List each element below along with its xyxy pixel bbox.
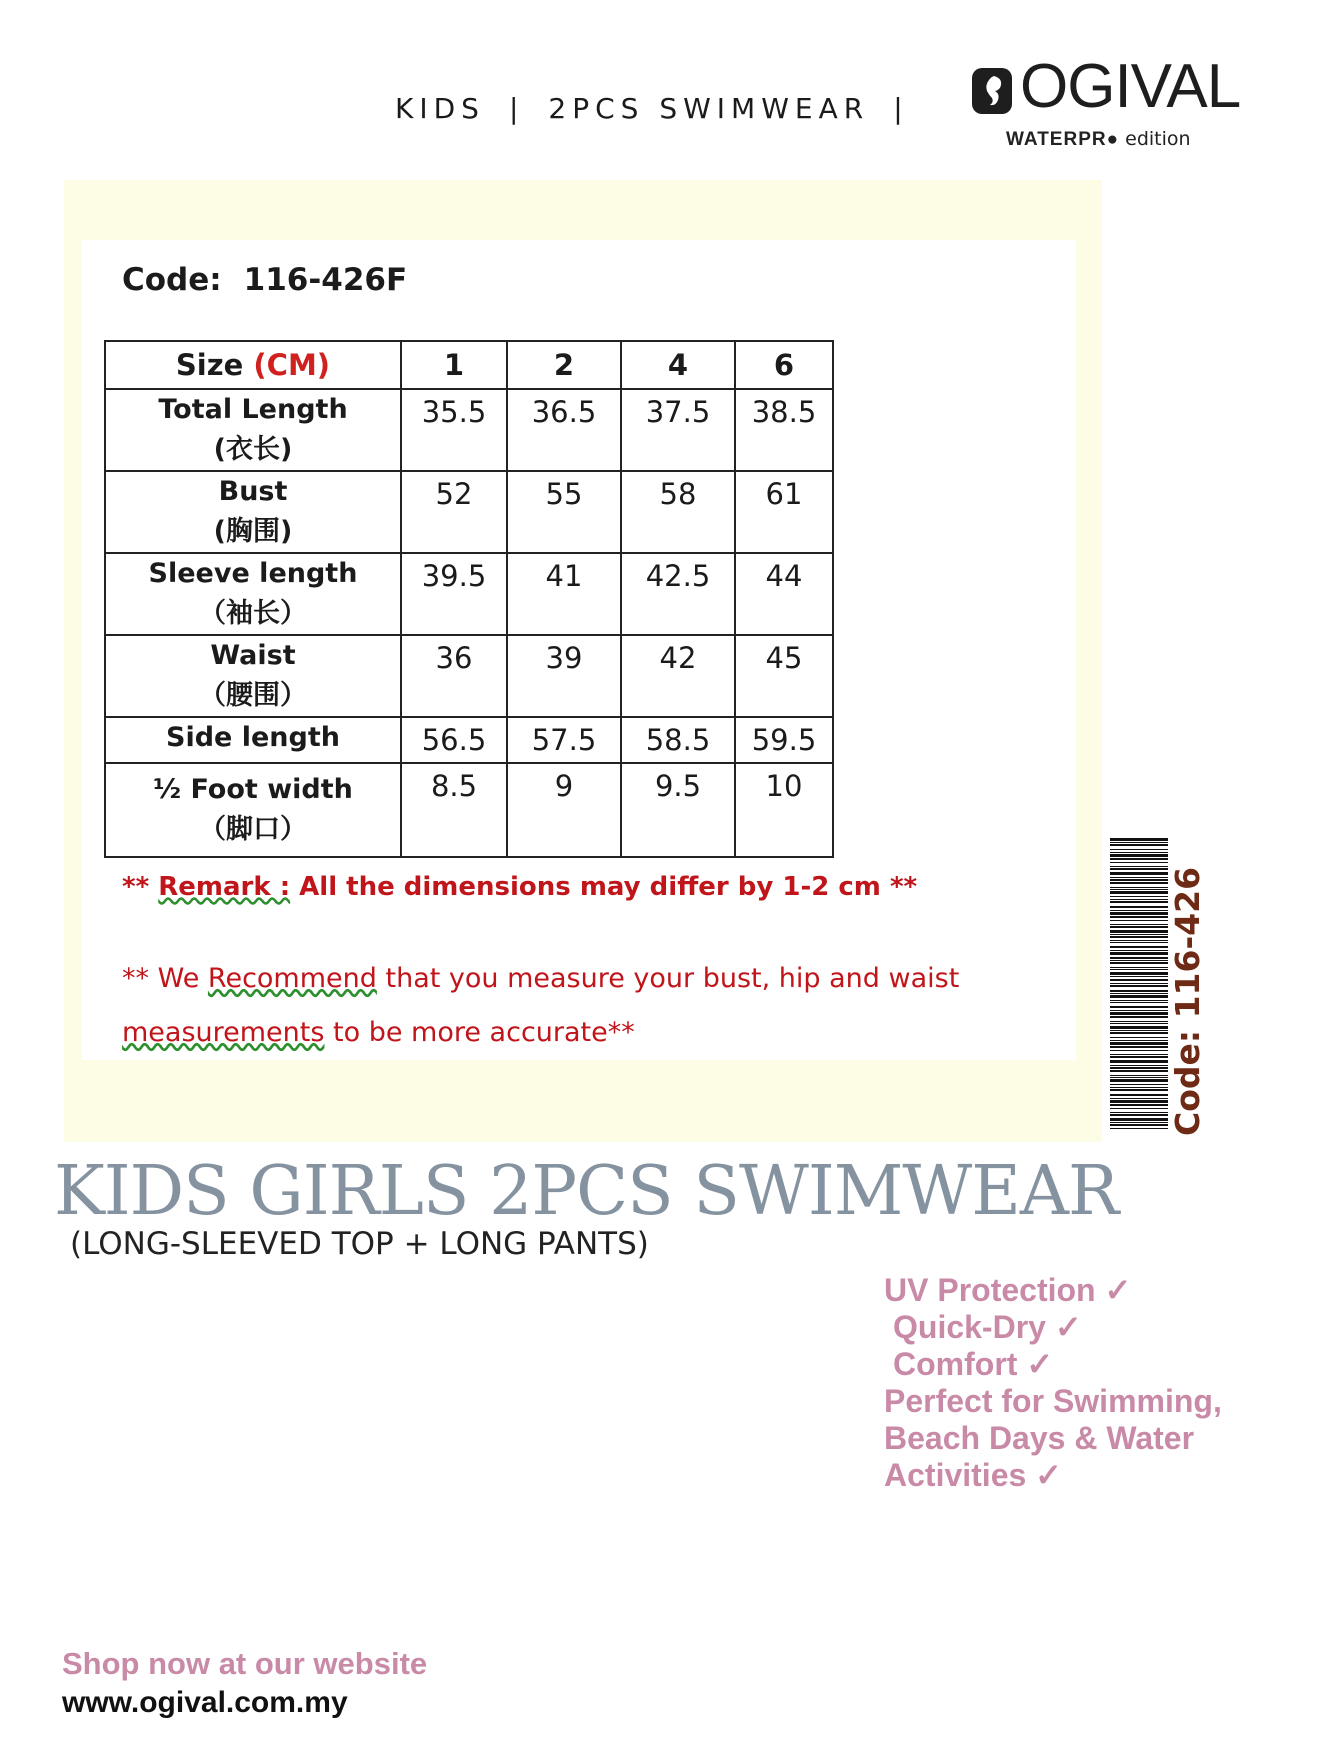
barcode-stripe <box>1110 882 1168 884</box>
remark-prefix: ** <box>122 872 159 902</box>
barcode-stripe <box>1110 1128 1168 1129</box>
barcode-stripe <box>1110 1010 1168 1011</box>
remark-text: All the dimensions may differ by 1-2 cm ** <box>290 872 918 902</box>
barcode-stripe <box>1110 912 1168 915</box>
barcode-stripe <box>1110 1016 1168 1018</box>
barcode-stripe <box>1110 962 1168 964</box>
barcode-stripe <box>1110 1002 1168 1003</box>
product-code <box>122 262 407 298</box>
barcode-stripe <box>1110 1054 1168 1055</box>
barcode-stripe <box>1110 967 1168 968</box>
edition-label: edition <box>1125 128 1191 150</box>
size-table-header <box>105 341 833 389</box>
barcode-stripe <box>1110 1108 1168 1109</box>
barcode-stripe <box>1110 872 1168 875</box>
barcode-stripe <box>1110 1037 1168 1038</box>
barcode-stripe <box>1110 887 1168 888</box>
measure-zh: （袖长） <box>199 598 307 629</box>
table-cell: 44 <box>735 553 833 635</box>
recommend-text: that you measure your bust, hip and waist <box>376 963 960 994</box>
table-cell: 38.5 <box>735 389 833 471</box>
barcode-stripe <box>1110 1056 1168 1058</box>
barcode-stripe <box>1110 1104 1168 1106</box>
measure-waist <box>105 635 401 717</box>
table-row <box>105 389 833 471</box>
table-cell: 52 <box>401 471 507 553</box>
size-4-header: 4 <box>621 341 735 389</box>
measure-en: Total Length <box>158 394 348 425</box>
barcode-stripe <box>1110 891 1168 894</box>
feature-item: Comfort ✓ <box>893 1346 1054 1382</box>
nav-separator: | <box>508 92 525 125</box>
barcode-stripe <box>1110 862 1168 863</box>
barcode-stripe <box>1110 854 1168 857</box>
table-cell: 55 <box>507 471 621 553</box>
barcode-stripe <box>1110 838 1168 841</box>
barcode-stripe <box>1110 1040 1168 1041</box>
recommend-prefix: ** We <box>122 963 208 994</box>
measure-en: Side length <box>166 722 340 753</box>
size-1-header: 1 <box>401 341 507 389</box>
barcode-stripe <box>1110 1006 1168 1008</box>
barcode-stripe <box>1110 879 1168 881</box>
barcode-stripe <box>1110 942 1168 943</box>
barcode-stripe <box>1110 1100 1168 1103</box>
barcode-stripe <box>1110 889 1168 890</box>
table-cell: 8.5 <box>401 763 507 857</box>
barcode-stripe <box>1110 1124 1168 1126</box>
table-cell: 37.5 <box>621 389 735 471</box>
barcode-stripe <box>1110 976 1168 977</box>
barcode-stripe <box>1110 866 1168 867</box>
table-cell: 9 <box>507 763 621 857</box>
feature-item: Perfect for Swimming, <box>884 1383 1222 1419</box>
size-label: Size <box>175 348 244 382</box>
measure-zh: (胸围) <box>213 516 293 547</box>
measure-zh: (衣长) <box>213 434 293 465</box>
table-cell: 35.5 <box>401 389 507 471</box>
measure-en: Waist <box>210 640 296 671</box>
product-subtitle: (LONG-SLEEVED TOP + LONG PANTS) <box>70 1226 649 1262</box>
barcode-stripe <box>1110 868 1168 870</box>
barcode-stripe <box>1110 899 1168 900</box>
barcode-stripe <box>1110 901 1168 903</box>
table-row <box>105 635 833 717</box>
barcode-stripe <box>1110 985 1168 987</box>
table-row <box>105 717 833 763</box>
measurements-word: measurements <box>122 1017 325 1048</box>
table-cell: 42 <box>621 635 735 717</box>
barcode-stripe <box>1110 995 1168 998</box>
barcode-stripe <box>1110 1079 1168 1082</box>
table-cell: 9.5 <box>621 763 735 857</box>
barcode-stripe <box>1110 1026 1168 1029</box>
nav-kids[interactable]: KIDS <box>395 92 485 125</box>
header-category-nav <box>395 92 933 125</box>
table-cell: 39 <box>507 635 621 717</box>
table-cell: 10 <box>735 763 833 857</box>
table-cell: 45 <box>735 635 833 717</box>
barcode-stripe <box>1110 906 1168 908</box>
website-link[interactable]: www.ogival.com.my <box>62 1686 348 1719</box>
barcode-stripe <box>1110 1030 1168 1031</box>
feature-list <box>884 1272 1222 1494</box>
barcode-stripe <box>1110 1087 1168 1088</box>
feature-item: Beach Days & Water <box>884 1420 1195 1456</box>
barcode-stripe <box>1110 920 1168 921</box>
table-cell: 42.5 <box>621 553 735 635</box>
barcode-stripe <box>1110 960 1168 961</box>
table-cell: 61 <box>735 471 833 553</box>
feature-item: Activities ✓ <box>884 1457 1062 1493</box>
brand-name: OGIVAL <box>1020 52 1241 121</box>
barcode-stripe <box>1110 896 1168 897</box>
table-cell: 39.5 <box>401 553 507 635</box>
barcode-stripe <box>1110 934 1168 935</box>
measure-en: ½ Foot width <box>153 774 353 805</box>
barcode-stripe <box>1110 1077 1168 1078</box>
table-cell: 36 <box>401 635 507 717</box>
measure-total-length <box>105 389 401 471</box>
measure-bust <box>105 471 401 553</box>
barcode-stripe <box>1110 1060 1168 1063</box>
table-cell: 41 <box>507 553 621 635</box>
barcode-stripe <box>1110 1050 1168 1051</box>
barcode-stripe <box>1110 924 1168 925</box>
nav-separator: | <box>893 92 909 125</box>
brand-edition <box>1006 128 1191 151</box>
feature-item: UV Protection ✓ <box>884 1272 1132 1308</box>
brand-logo[interactable] <box>970 52 1270 157</box>
barcode-stripe <box>1110 1094 1168 1096</box>
measure-zh: （脚口） <box>199 814 307 845</box>
barcode-stripe <box>1110 1084 1168 1085</box>
barcode-stripe <box>1110 844 1168 846</box>
code-value: 116-426F <box>243 262 408 298</box>
barcode-stripe <box>1110 916 1168 918</box>
code-label: Code: <box>122 262 222 298</box>
barcode-stripe <box>1110 1067 1168 1069</box>
barcode-stripe <box>1110 858 1168 860</box>
vertical-product-code: Code: 116-426 <box>1168 866 1207 1136</box>
product-title: KIDS GIRLS 2PCS SWIMWEAR <box>54 1152 1119 1231</box>
barcode-stripe <box>1110 1070 1168 1072</box>
recommend-note <box>122 952 1022 1060</box>
barcode-stripe <box>1110 972 1168 975</box>
table-cell: 57.5 <box>507 717 621 763</box>
barcode-stripe <box>1110 979 1168 981</box>
recommend-word: Recommend <box>207 963 377 994</box>
size-header-cell <box>105 341 401 389</box>
barcode-stripe <box>1110 877 1168 878</box>
remark-note <box>122 872 917 902</box>
barcode-stripe <box>1110 926 1168 928</box>
barcode-stripe <box>1110 852 1168 853</box>
size-2-header: 2 <box>507 341 621 389</box>
measure-foot-width <box>105 763 401 857</box>
barcode-icon <box>1110 836 1168 1132</box>
table-row <box>105 763 833 857</box>
barcode-stripe <box>1110 1089 1168 1091</box>
seahorse-logo-icon <box>970 66 1014 116</box>
barcode-stripe <box>1110 1065 1168 1066</box>
barcode-stripe <box>1110 1122 1168 1123</box>
barcode-stripe <box>1110 1021 1168 1022</box>
table-row <box>105 471 833 553</box>
measure-en: Bust <box>218 476 288 507</box>
barcode-stripe <box>1110 936 1168 938</box>
barcode-stripe <box>1110 940 1168 941</box>
barcode-stripe <box>1110 1023 1168 1024</box>
barcode-stripe <box>1110 842 1168 843</box>
sub-brand-name: WATERPR● <box>1006 129 1120 150</box>
barcode-stripe <box>1110 946 1168 948</box>
barcode-stripe <box>1110 1075 1168 1076</box>
barcode-stripe <box>1110 1032 1168 1034</box>
barcode-stripe <box>1110 849 1168 850</box>
remark-label: Remark : <box>158 872 291 902</box>
barcode-stripe <box>1110 1042 1168 1045</box>
barcode-stripe <box>1110 1118 1168 1121</box>
table-cell: 36.5 <box>507 389 621 471</box>
barcode-stripe <box>1110 930 1168 933</box>
table-cell: 58 <box>621 471 735 553</box>
size-6-header: 6 <box>735 341 833 389</box>
table-cell: 59.5 <box>735 717 833 763</box>
shop-now-text: Shop now at our website <box>62 1646 428 1681</box>
barcode-stripe <box>1110 910 1168 911</box>
size-table <box>104 340 834 858</box>
barcode-stripe <box>1110 957 1168 959</box>
table-cell: 56.5 <box>401 717 507 763</box>
measure-side-length <box>105 717 401 763</box>
barcode-stripe <box>1110 983 1168 984</box>
barcode-stripe <box>1110 952 1168 955</box>
barcode-stripe <box>1110 990 1168 992</box>
barcode-stripe <box>1110 1112 1168 1113</box>
measure-zh: （腰围） <box>199 680 307 711</box>
recommend-suffix: to be more accurate** <box>324 1017 635 1048</box>
measure-sleeve-length <box>105 553 401 635</box>
barcode-stripe <box>1110 993 1168 994</box>
nav-2pcs-swimwear[interactable]: 2PCS SWIMWEAR <box>548 92 870 125</box>
table-cell: 58.5 <box>621 717 735 763</box>
measure-en: Sleeve length <box>148 558 358 589</box>
barcode-stripe <box>1110 1098 1168 1099</box>
barcode-stripe <box>1110 1012 1168 1015</box>
barcode-stripe <box>1110 969 1168 970</box>
barcode-stripe <box>1110 1046 1168 1048</box>
unit-label: (CM) <box>253 348 331 382</box>
table-row <box>105 553 833 635</box>
feature-item: Quick-Dry ✓ <box>893 1309 1082 1345</box>
barcode-stripe <box>1110 950 1168 951</box>
barcode-stripe <box>1110 1114 1168 1116</box>
barcode-stripe <box>1110 1000 1168 1001</box>
